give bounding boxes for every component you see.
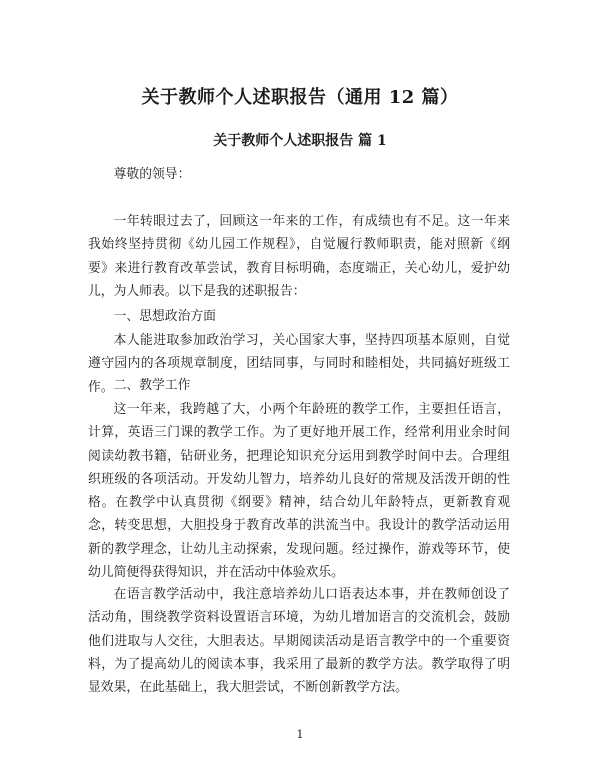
language-teaching-paragraph: 在语言教学活动中，我注意培养幼儿口语表达本事，并在教师创设了活动角，围绕教学资料设置语言环境，为幼儿增加语言的交流机会，鼓励他们进取与人交往，大胆表达。早期阅读活动是语言教学中的一个重要资料，为了提高幼儿的阅读本事，我采用了最新的教学方法。教学取得了明显效果，在此基础上，我大胆尝试，不断创新教学方法。: [88, 587, 510, 696]
section-heading: 关于教师个人述职报告 篇 1: [213, 133, 387, 149]
teaching-paragraph: 这一年来，我跨越了大，小两个年龄班的教学工作，主要担任语言，计算，英语三门课的教学工作。为了更好地开展工作，经常利用业余时间阅读幼教书籍，钻研业务，把理论知识充分运用到教学时间中去。合理组织班级的各项活动。开发幼儿智力，培养幼儿良好的常规及活泼开朗的性格。在教学中认真贯彻《纲要》精神，结合幼儿年龄特点，更新教育观念，转变思想，大胆投身于教育改革的洪流当中。我设计的教学活动运用新的教学理念，让幼儿主动探索，发现问题。经过操作，游戏等环节，使幼儿简便得获得知识，并在活动中体验欢乐。: [88, 402, 510, 581]
intro-paragraph: 一年转眼过去了，回顾这一年来的工作，有成绩也有不足。这一年来我始终坚持贯彻《幼儿园工作规程》，自觉履行教师职责，能对照新《纲要》来进行教育改革尝试，教育目标明确，态度端正，关心幼儿，爱护幼儿，为人师表。以下是我的述职报告：: [88, 214, 510, 299]
document-title: 关于教师个人述职报告（通用 12 篇）: [141, 87, 459, 108]
page-number: 1: [296, 728, 304, 741]
greeting: 尊敬的领导：: [113, 167, 191, 182]
politics-paragraph: 本人能进取参加政治学习，关心国家大事，坚持四项基本原则，自觉遵守园内的各项规章制度，团结同事，与同时和睦相处，共同搞好班级工作。: [88, 333, 510, 395]
section-heading-politics: 一、思想政治方面: [113, 309, 216, 324]
section-heading-teaching: 二、教学工作: [113, 378, 191, 393]
